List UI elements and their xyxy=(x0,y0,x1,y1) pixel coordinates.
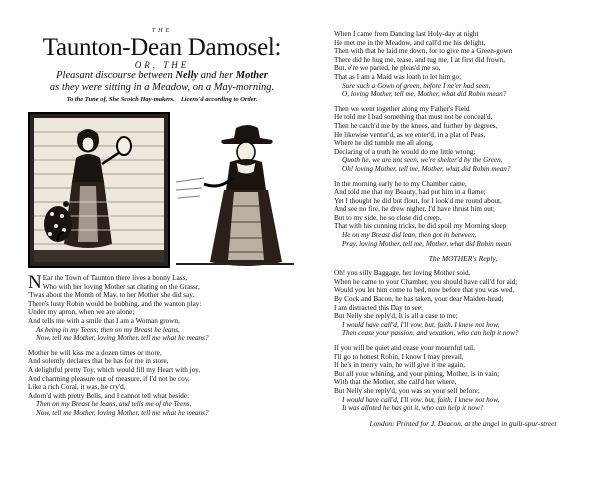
stanza-6-line-4: By Cock and Bacon, he has taken, your dear Maiden-head; xyxy=(334,295,504,304)
stanza-7-line-2: I'll go to honest Robin, I know I may prevail, xyxy=(334,352,464,361)
stanza-5-refrain-2: Pray, loving Mother, tell me, Mother, what did Robin mean xyxy=(342,239,512,248)
stanza-4-refrain-2: Oh! loving Mother, tell me, Mother, what did Robin mean? xyxy=(342,164,511,173)
stanza-4-line-2: He told me I had something that must not be conceal'd, xyxy=(334,113,493,122)
stanza-5 xyxy=(334,180,592,249)
right-column xyxy=(334,30,592,428)
stanza-6-line-6: But Nelly she reply'd, It is all a case to me; xyxy=(334,312,458,321)
stanza-2 xyxy=(28,349,296,418)
stanza-6-line-5: I am distracted this Day to see: xyxy=(334,303,424,312)
stanza-1 xyxy=(28,274,296,343)
stanza-2-line-4: And charming pleasure out of measure, if I'd not be coy, xyxy=(28,374,190,383)
stanza-3 xyxy=(334,30,592,99)
stanza-6-line-1: Oh! you silly Baggage, her loving Mother soid, xyxy=(334,269,471,278)
stanza-3-refrain-2: O, loving Mother, tell me, Mother, what did Robin mean? xyxy=(342,90,507,99)
stanza-6-line-3: Would you let him come to bed, now before that you was wed, xyxy=(334,286,515,295)
stanza-4-line-6: Declaring of a truth he would do me little wrong; xyxy=(334,147,476,156)
stanza-6-refrain-2: Then cease your passion, and vexation, who can help it now? xyxy=(342,329,519,338)
stanza-6-line-2: When he came to your Chamber, you should have call'd for aid; xyxy=(334,277,518,286)
stanza-4-line-4: He likewise ventur'd, as we enter'd, in a plat of Peas, xyxy=(334,130,486,139)
stanza-2-line-1: Mother he will kiss me a dozen times or more, xyxy=(28,348,162,357)
stanza-5-line-4: And see no fire, he drew nigher, I'd have thrust him out; xyxy=(334,205,495,214)
stanza-2-refrain-1: Then on my Breast he leans, and tells me of the Teens, xyxy=(36,400,192,409)
stanza-3-line-3: Then with that he laid me down, for to give me a Green-gown xyxy=(334,47,513,56)
stanza-5-line-6: That with his cunning tricks, he did spoil my Morning sleep xyxy=(334,222,507,231)
stanza-1-line-5: Under my apron, when we are alone; xyxy=(28,308,135,317)
stanza-1-line-6: And tells me with a smile that I am a Woman grown, xyxy=(28,316,180,325)
stanza-1-line-1: Ear the Town of Taunton there lives a bonny Lass, xyxy=(42,274,188,282)
stanza-4-line-3: Then he catch'd me by the knees, and further by degrees, xyxy=(334,121,498,130)
stanza-7-refrain-1: I would have call'd, I'll vow, but, faith, I knew not how, xyxy=(342,395,500,404)
stanza-1-refrain-1: As being in my Teens; then on my Breast he leans, xyxy=(36,325,180,334)
stanza-2-refrain-2: Now, tell me Mother, loving Mother, tell me what he means? xyxy=(36,408,209,417)
stanza-4 xyxy=(334,105,592,174)
subtitle-line-2: as they were sitting in a Meadow, on a May-morning. xyxy=(49,82,275,93)
stanza-5-line-5: But to my side, he so close did creep, xyxy=(334,213,442,222)
mothers-reply-heading: The MOTHER's Reply, xyxy=(428,254,498,264)
subtitle-line-1 xyxy=(28,70,296,82)
stanza-6-refrain-1: I would have call'd, I'll vow, but, faith, I knew not how, xyxy=(342,320,500,329)
poem-left-column xyxy=(28,274,296,418)
stanza-7-line-1: If you will be quiet and cease your mournful tail, xyxy=(334,344,475,352)
stanza-2-line-5: Like a rich Coral, it was, he cry'd, xyxy=(28,383,126,392)
subtitle-mother: Mother xyxy=(235,70,268,81)
stanza-2-line-3: A delightful pretty Toy, which would fill my Heart with joy, xyxy=(28,365,201,374)
stanza-7-line-3: If he's in merry vain, he will give it me again, xyxy=(334,361,466,370)
stanza-5-line-1: In the morning early he to my Chamber came, xyxy=(334,179,467,188)
stanza-7-refrain-2: It was alloted he has got it, who can help it now? xyxy=(342,404,484,413)
stanza-1-line-2: Who with her loving Mother sat chating on the Grassr, xyxy=(42,282,200,291)
stanza-7-line-5: With that the Mother, she call'd her where, xyxy=(334,378,457,387)
stanza-6 xyxy=(334,269,592,338)
subtitle-prefix: Pleasant discourse between xyxy=(56,70,176,81)
stanza-3-line-4: There did he hug me, tease, and tug me, I at first did frown, xyxy=(334,55,506,64)
header-the: THE xyxy=(151,28,173,34)
stanza-4-refrain-1: Quoth he, we are not seen, we're shelter'd by the Green, xyxy=(342,156,503,165)
woodcut-illustrations xyxy=(28,112,296,270)
woodcut-woman-in-hat xyxy=(174,118,296,268)
ballad-title: Taunton-Dean Damosel: xyxy=(42,34,282,61)
header-or-the: OR, THE xyxy=(134,60,190,70)
subtitle-mid: and her xyxy=(198,70,236,81)
stanza-1-line-4: There's lusty Robin would be bobbing, and the wanton play: xyxy=(28,299,202,308)
stanza-7-line-4: But all your whining, and your pining, Mother, is in vain; xyxy=(334,369,500,378)
stanza-4-line-5: Where he did tumble me all along, xyxy=(334,139,434,148)
stanza-3-line-6: That as I am a Maid was loath to let him go; xyxy=(334,72,462,81)
left-column xyxy=(28,28,296,424)
stanza-7 xyxy=(334,344,592,413)
stanza-7-line-6: But Nelly she reply'd, you was so your self before; xyxy=(334,386,480,395)
tune-text: To the Tune of, She Scotch Hay-makers. xyxy=(66,96,175,103)
subtitle-nelly: Nelly xyxy=(175,70,199,81)
stanza-5-refrain-1: He on my Breast did lean, then got in between, xyxy=(342,231,477,240)
stanza-3-line-5: But, e're we parted, he pleas'd me so, xyxy=(334,64,441,73)
woodcut-lady-with-mirror-and-peacock xyxy=(28,112,170,268)
stanza-1-line-3: 'Twas about the Month of May, to her Mother she did say, xyxy=(28,291,195,300)
stanza-3-refrain-1: Sure such a Gown of green, before I ne'er had seen, xyxy=(342,81,491,90)
license-text: Licens'd according to Order. xyxy=(180,96,258,103)
stanza-5-line-3: Yet I thought he did but flout, for I look'd me round about, xyxy=(334,196,502,205)
stanza-2-line-2: And solemly declares that he has for me in store, xyxy=(28,357,169,366)
stanza-3-line-2: He met me in the Meadow, and call'd me his delight, xyxy=(334,38,486,47)
stanza-3-line-1: When I came from Dancing last Holy-day at night xyxy=(334,30,479,38)
stanza-4-line-1: Then we went together along my Father's Field xyxy=(334,104,470,113)
stanza-1-refrain-2: Now, tell me Mother, loving Mother, tell me what he means? xyxy=(36,334,209,343)
stanza-5-line-2: And told me that my Beauty, had put him in a flame; xyxy=(334,188,486,197)
stanza-2-line-6: Adorn'd with pretty Bells, and I cannot tell what beside: xyxy=(28,391,189,400)
drop-cap-letter: N xyxy=(28,272,42,293)
tune-line xyxy=(28,95,296,104)
printer-imprint: London: Printed for J. Deacon, at the angel in guilt-spur-street xyxy=(369,418,557,428)
